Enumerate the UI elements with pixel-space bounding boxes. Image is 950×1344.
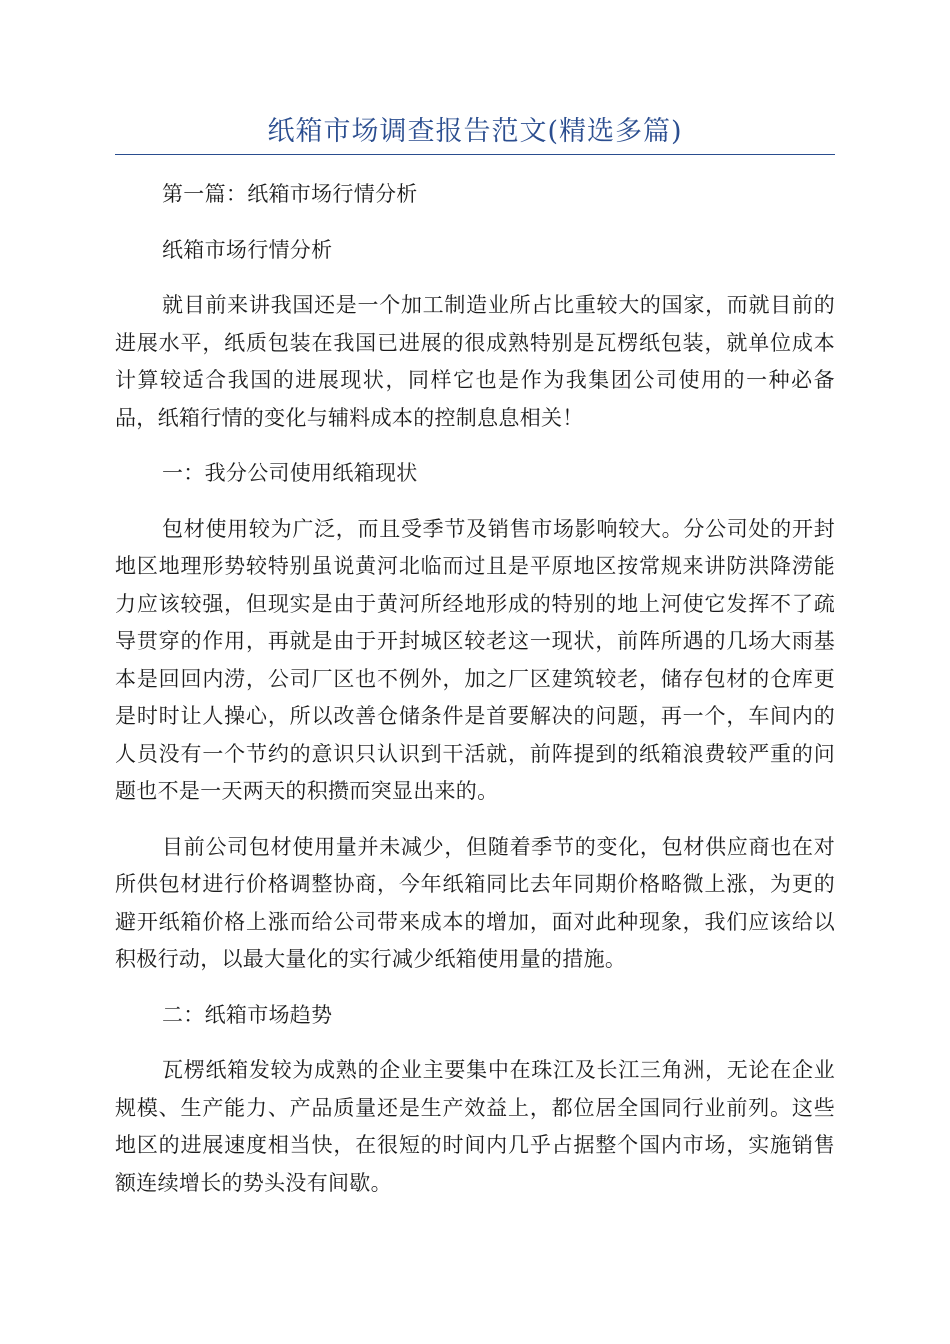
paragraph-usage-detail: 包材使用较为广泛，而且受季节及销售市场影响较大。分公司处的开封地区地理形势较特别虽说黄河北临而过且是平原地区按常规来讲防洪降涝能力应该较强，但现实是由于黄河所经地形成的特别的地上河使它发挥不了疏导贯穿的作用，再就是由于开封城区较老这一现状，前阵所遇的几场大雨基本是回回内涝，公司厂区也不例外，加之厂区建筑较老，储存包材的仓库更是时时让人操心，所以改善仓储条件是首要解决的问题，再一个，车间内的人员没有一个节约的意识只认识到干活就，前阵提到的纸箱浪费较严重的问题也不是一天两天的积攒而突显出来的。 bbox=[115, 516, 835, 803]
subheading-market-analysis: 纸箱市场行情分析 bbox=[162, 237, 333, 262]
paragraph-price-adjustment: 目前公司包材使用量并未减少，但随着季节的变化，包材供应商也在对所供包材进行价格调整协商，今年纸箱同比去年同期价格略微上涨，为更的避开纸箱价格上涨而给公司带来成本的增加，面对此种现象，我们应该给以积极行动，以最大量化的实行减少纸箱使用量的措施。 bbox=[115, 834, 835, 971]
document-body bbox=[115, 176, 835, 1220]
paragraph-intro: 就目前来讲我国还是一个加工制造业所占比重较大的国家，而就目前的进展水平，纸质包装在我国已进展的很成熟特别是瓦楞纸包装，就单位成本计算较适合我国的进展现状，同样它也是作为我集团公司使用的一种必备品，纸箱行情的变化与辅料成本的控制息息相关！ bbox=[115, 293, 835, 430]
section-heading-part-one: 第一篇：纸箱市场行情分析 bbox=[162, 182, 418, 206]
heading-market-trend: 二：纸箱市场趋势 bbox=[162, 1002, 333, 1027]
paragraph-market-trend: 瓦楞纸箱发较为成熟的企业主要集中在珠江及长江三角洲，无论在企业规模、生产能力、产品质量还是生产效益上，都位居全国同行业前列。这些地区的进展速度相当快，在很短的时间内几乎占据整个国内市场，实施销售额连续增长的势头没有间歇。 bbox=[115, 1058, 835, 1195]
heading-usage-status: 一：我分公司使用纸箱现状 bbox=[162, 461, 418, 485]
title-underline bbox=[115, 154, 835, 155]
document-title: 纸箱市场调查报告范文(精选多篇) bbox=[267, 116, 683, 147]
